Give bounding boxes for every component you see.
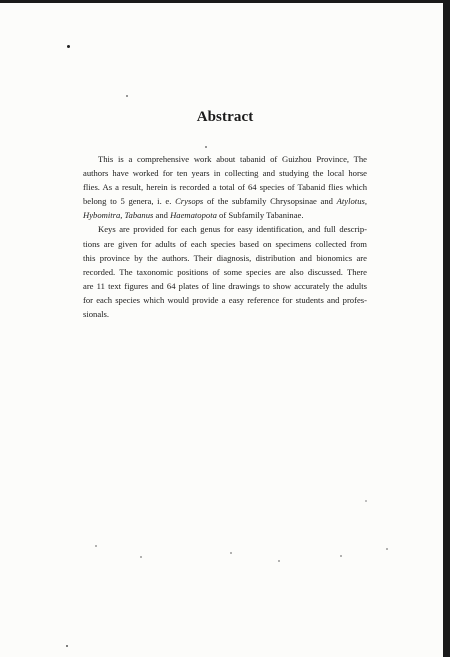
scan-speck — [205, 146, 207, 148]
paragraph-1-line-3: flies. As a result, herein is recorded a total of 64 species of Tabanid flies which — [83, 182, 367, 193]
line-5-text-d: of Subfamily Tabaninae. — [219, 210, 304, 221]
paragraph-1-line-5 — [83, 208, 367, 222]
genus-haematopota: Haematopota — [170, 210, 217, 221]
scan-speck — [230, 552, 232, 554]
paragraph-1-line-2: authors have worked for ten years in collecting and studying the local horse — [83, 168, 367, 179]
scan-speck — [278, 560, 280, 562]
paragraph-2 — [83, 222, 367, 321]
paragraph-1-line-1: This is a comprehensive work about tabanid of Guizhou Province, The — [98, 154, 367, 164]
page-title: Abstract — [196, 109, 254, 125]
scan-speck — [66, 645, 68, 647]
line-5-text-b: and — [155, 210, 168, 221]
scan-speck — [386, 548, 388, 550]
paragraph-2-line-7: sionals. — [83, 309, 110, 320]
line-4-text-a: belong to 5 genera, i. e. — [83, 196, 172, 207]
abstract-body — [83, 152, 367, 321]
scan-speck — [140, 556, 142, 558]
scan-edge-right — [443, 0, 450, 657]
scan-edge-top — [0, 0, 450, 3]
scan-speck — [95, 545, 97, 547]
scan-speck — [340, 555, 342, 557]
scan-speck — [365, 500, 367, 502]
paragraph-1-line-4 — [83, 194, 367, 208]
line-4-text-c: of the subfamily Chrysopsinae and — [206, 196, 333, 207]
scan-speck — [126, 95, 128, 97]
paragraph-2-line-2: tions are given for adults of each species based on specimens collected from — [83, 238, 367, 249]
genus-atylotus: Atylotus, — [336, 196, 367, 207]
paragraph-2-line-1: Keys are provided for each genus for easy identification, and full descrip- — [98, 224, 367, 235]
paragraph-2-line-6: for each species which would provide a easy reference for students and profes- — [83, 294, 367, 305]
paragraph-2-line-4: recorded. The taxonomic positions of some species are also discussed. There — [83, 266, 367, 277]
paragraph-2-line-3: this province by the authors. Their diagnosis, distribution and bionomics are — [83, 252, 367, 263]
paragraph-1 — [83, 152, 367, 222]
genus-hybomitra-tabanus: Hybomitra, Tabanus — [83, 210, 154, 221]
paragraph-2-line-5: are 11 text figures and 64 plates of line drawings to show accurately the adults — [83, 280, 367, 291]
genus-crysops: Crysops — [175, 196, 204, 207]
scan-speck — [67, 45, 70, 48]
